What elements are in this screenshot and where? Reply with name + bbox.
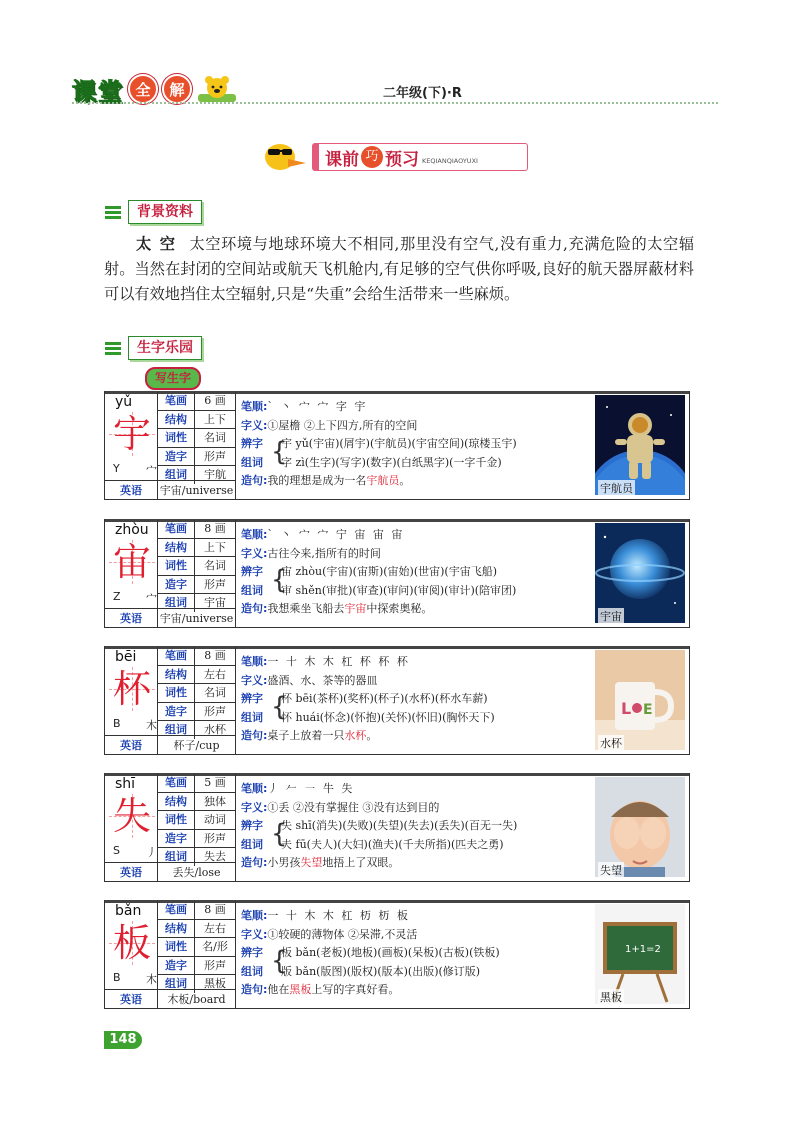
sentence-pre: 桌子上放着一只	[267, 729, 345, 742]
pos-key: 词性	[158, 938, 195, 956]
english-value: 木板/board	[167, 993, 226, 1006]
word-key: 组词	[158, 975, 195, 993]
illustration-caption: 宇宙	[600, 610, 622, 623]
strokes-key: 笔画	[158, 647, 195, 665]
board-text: 1+1=2	[625, 944, 661, 955]
character-pinyin: yǔ	[115, 394, 133, 410]
background-lead: 太空	[136, 235, 184, 253]
meaning-label: 字义:	[241, 418, 268, 432]
radical-row	[113, 590, 157, 606]
header-divider	[72, 102, 718, 104]
strokes-row	[158, 647, 235, 666]
bear-mascot-icon	[196, 74, 238, 104]
distinguish-line-1: 宇 yǔ(宇宙)(屑宇)(宇航员)(宇宙空间)(琼楼玉宇)	[281, 437, 517, 450]
distinguish-line-1: 失 shī(消失)(失败)(失望)(失去)(丢失)(百无一失)	[281, 819, 518, 832]
strokes-value: 8 画	[204, 903, 226, 916]
book-logo	[72, 72, 238, 106]
brace-icon: {	[271, 565, 288, 595]
banner-title-qiao: 巧	[361, 146, 383, 168]
structure-key: 结构	[158, 411, 195, 429]
pos-value: 名词	[204, 431, 226, 445]
english-value: 宇宙/universe	[159, 612, 234, 625]
structure-row	[158, 920, 235, 939]
background-heading	[104, 200, 202, 224]
sentence-pre: 他在	[267, 983, 290, 996]
meaning-label: 字义:	[241, 673, 268, 687]
background-text: 太空环境与地球环境大不相同,那里没有空气,没有重力,充满危险的太空辐射。当然在封闭的空间站或航天飞机舱内,有足够的空气供你呼吸,良好的航天器屏蔽材料可以有效地挡住太空辐射,只是“失重”会给生活带来一些麻烦。	[104, 235, 695, 303]
distinguish-line-2: 审 shěn(审批)(审查)(审问)(审阅)(审计)(陪审团)	[281, 583, 517, 597]
distinguish-block	[241, 435, 593, 472]
character-card	[104, 900, 690, 1009]
banner-accent-bar	[313, 144, 319, 170]
formation-row	[158, 576, 235, 595]
duck-mascot-icon	[258, 139, 308, 173]
english-row	[105, 989, 235, 1009]
sentence-label: 造句:	[241, 856, 268, 869]
stroke-order-label: 笔顺:	[241, 655, 268, 668]
formation-key: 造字	[158, 830, 195, 848]
compose-label: 组词	[241, 455, 263, 469]
banner-title-b: 预习	[385, 149, 419, 170]
strokes-key: 笔画	[158, 520, 195, 538]
meaning-line	[241, 799, 593, 818]
character-info-column	[105, 774, 236, 881]
sentence-line	[241, 981, 593, 1000]
stroke-order-label: 笔顺:	[241, 528, 268, 541]
english-row	[105, 862, 235, 882]
stroke-order-label: 笔顺:	[241, 782, 268, 795]
radical-glyph: 宀	[146, 592, 157, 605]
strokes-value: 5 画	[204, 776, 226, 789]
english-key: 英语	[105, 990, 158, 1009]
svg-text:L: L	[621, 699, 632, 718]
distinguish-block	[241, 817, 593, 854]
compose-label: 组词	[241, 837, 263, 851]
pencil-icon	[104, 340, 124, 356]
word-key: 组词	[158, 594, 195, 612]
radical-row	[113, 844, 157, 860]
meaning-value: 古往今来,指所有的时间	[267, 546, 381, 560]
radical-glyph: 丿	[146, 846, 157, 859]
character-card	[104, 519, 690, 628]
sentence-label: 造句:	[241, 602, 268, 615]
pencil-icon	[104, 204, 124, 220]
word-value: 宇宙	[204, 596, 226, 610]
character-glyph: 宇	[112, 412, 151, 456]
sentence-post: 。	[366, 729, 378, 742]
character-details	[241, 780, 593, 873]
formation-key: 造字	[158, 703, 195, 721]
strokes-row	[158, 520, 235, 539]
strokes-value: 8 画	[204, 522, 226, 535]
character-card	[104, 391, 690, 500]
character-card	[104, 773, 690, 882]
character-details	[241, 653, 593, 746]
stroke-order-label: 笔顺:	[241, 400, 268, 413]
brace-icon: {	[271, 692, 288, 722]
meaning-value: ①屋檐 ②上下四方,所有的空间	[267, 418, 418, 432]
pos-row	[158, 811, 235, 830]
formation-row	[158, 830, 235, 849]
radical-glyph: 木	[146, 719, 157, 732]
illustration-caption: 黑板	[600, 991, 622, 1004]
stroke-order-line	[241, 653, 593, 672]
sentence-post: 中探索奥秘。	[366, 602, 433, 615]
stroke-order-label: 笔顺:	[241, 909, 268, 922]
pos-row	[158, 938, 235, 957]
distinguish-line-2: 夫 fū(夫人)(大妇)(渔夫)(千夫所指)(匹夫之勇)	[281, 837, 504, 851]
structure-key: 结构	[158, 539, 195, 557]
pos-value: 名词	[204, 559, 226, 573]
sentence-post: 上写的字真好看。	[311, 983, 400, 996]
formation-key: 造字	[158, 957, 195, 975]
radical-row	[113, 717, 157, 733]
compose-label: 组词	[241, 964, 263, 978]
distinguish-label: 辨字	[241, 437, 263, 450]
meaning-label: 字义:	[241, 546, 268, 560]
sentence-post: 。	[399, 474, 411, 487]
word-value: 黑板	[204, 977, 226, 991]
distinguish-label: 辨字	[241, 819, 263, 832]
structure-row	[158, 539, 235, 558]
banner-title-a: 课前	[325, 149, 359, 170]
english-key: 英语	[105, 481, 158, 500]
brace-icon: {	[271, 437, 288, 467]
sentence-highlight: 水杯	[344, 729, 367, 742]
meaning-line	[241, 417, 593, 436]
structure-value: 独体	[204, 794, 226, 808]
english-key: 英语	[105, 863, 158, 882]
character-pinyin: shī	[115, 776, 136, 792]
structure-row	[158, 666, 235, 685]
structure-key: 结构	[158, 920, 195, 938]
strokes-row	[158, 392, 235, 411]
distinguish-line-2: 怀 huái(怀念)(怀抱)(关怀)(怀旧)(胸怀天下)	[281, 710, 495, 724]
sentence-line	[241, 727, 593, 746]
sentence-highlight: 黑板	[289, 983, 312, 996]
english-value: 杯子/cup	[173, 739, 220, 752]
structure-key: 结构	[158, 666, 195, 684]
logo-text: 课堂	[72, 72, 124, 107]
meaning-line	[241, 545, 593, 564]
stroke-order-value: ` 丶 宀 宀 字 宇	[267, 400, 368, 413]
stroke-order-value: 一 十 木 木 杠 杯 杯 杯	[267, 655, 410, 668]
logo-circle-2: 解	[162, 74, 192, 104]
banner-box	[312, 143, 528, 171]
garden-heading	[104, 336, 202, 360]
character-details	[241, 526, 593, 619]
radical-row	[113, 971, 157, 987]
radical-glyph: 宀	[146, 464, 157, 477]
formation-value: 形声	[204, 704, 226, 718]
sentence-highlight: 宇宙	[344, 602, 367, 615]
banner-pinyin: KEQIANQIAOYUXI	[422, 157, 478, 165]
grade-label: 二年级(下)·R	[383, 86, 462, 101]
meaning-value: ①丢 ②没有掌握住 ③没有达到目的	[267, 800, 440, 814]
meaning-label: 字义:	[241, 800, 268, 814]
english-row	[105, 735, 235, 755]
sentence-line	[241, 854, 593, 873]
stroke-order-line	[241, 526, 593, 545]
sentence-highlight: 宇航员	[366, 474, 400, 487]
stroke-order-value: ` 丶 宀 宀 宁 宙 宙 宙	[267, 528, 405, 541]
logo-circle-1: 全	[128, 74, 158, 104]
english-value: 宇宙/universe	[159, 484, 234, 497]
meaning-value: ①较硬的薄物体 ②呆滞,不灵活	[267, 927, 418, 941]
distinguish-line-1: 宙 zhòu(宇宙)(宙斯)(宙始)(世宙)(宇宙飞船)	[281, 565, 497, 578]
illustration-caption: 失望	[600, 864, 622, 877]
stroke-order-value: 丿 𠂉 ㇐ 牛 失	[267, 782, 355, 795]
page-number: 148	[104, 1031, 142, 1049]
word-value: 失去	[204, 850, 226, 864]
strokes-key: 笔画	[158, 392, 195, 410]
character-glyph: 失	[112, 794, 151, 838]
brace-icon: {	[271, 819, 288, 849]
structure-key: 结构	[158, 793, 195, 811]
strokes-key: 笔画	[158, 774, 195, 792]
pos-key: 词性	[158, 557, 195, 575]
character-pinyin: zhòu	[115, 522, 149, 538]
structure-row	[158, 411, 235, 430]
distinguish-line-2: 版 bǎn(版图)(版权)(版本)(出版)(修订版)	[281, 964, 481, 978]
pos-row	[158, 557, 235, 576]
sentence-line	[241, 600, 593, 619]
distinguish-line-1: 杯 bēi(茶杯)(奖杯)(杯子)(水杯)(杯水车薪)	[281, 692, 488, 705]
character-properties	[158, 647, 235, 739]
structure-value: 上下	[204, 540, 226, 554]
character-glyph: 板	[112, 921, 151, 965]
distinguish-block	[241, 944, 593, 981]
character-info-column	[105, 901, 236, 1008]
garden-heading-label: 生字乐园	[128, 336, 202, 360]
compose-label: 组词	[241, 710, 263, 724]
meaning-label: 字义:	[241, 927, 268, 941]
radical-row	[113, 462, 157, 478]
background-heading-label: 背景资料	[128, 200, 202, 224]
stroke-order-line	[241, 398, 593, 417]
english-row	[105, 608, 235, 628]
stroke-order-line	[241, 907, 593, 926]
sentence-pre: 我的理想是成为一名	[267, 474, 367, 487]
formation-value: 形声	[204, 958, 226, 972]
word-key: 组词	[158, 721, 195, 739]
sentence-pre: 我想乘坐飞船去	[267, 602, 345, 615]
character-pinyin: bēi	[115, 649, 137, 665]
character-glyph: 宙	[112, 540, 151, 584]
character-info-column	[105, 392, 236, 499]
strokes-row	[158, 774, 235, 793]
character-info-column	[105, 520, 236, 627]
background-paragraph	[104, 232, 694, 307]
compose-label: 组词	[241, 583, 263, 597]
distinguish-line-1: 板 bǎn(老板)(地板)(画板)(呆板)(古板)(铁板)	[281, 946, 500, 959]
english-key: 英语	[105, 609, 158, 628]
character-properties	[158, 520, 235, 612]
sentence-label: 造句:	[241, 983, 268, 996]
radical-letter: B	[113, 971, 121, 984]
distinguish-label: 辨字	[241, 565, 263, 578]
english-row	[105, 480, 235, 500]
pos-key: 词性	[158, 811, 195, 829]
strokes-value: 6 画	[204, 394, 226, 407]
meaning-value: 盛酒、水、茶等的器皿	[267, 673, 378, 687]
character-card	[104, 646, 690, 755]
structure-value: 左右	[204, 667, 226, 681]
character-pinyin: bǎn	[115, 903, 142, 919]
character-details	[241, 398, 593, 491]
write-characters-pill: 写生字	[145, 367, 201, 390]
distinguish-block	[241, 690, 593, 727]
radical-letter: S	[113, 844, 120, 857]
character-glyph: 杯	[112, 667, 151, 711]
pos-key: 词性	[158, 684, 195, 702]
strokes-key: 笔画	[158, 901, 195, 919]
stroke-order-value: 一 十 木 木 杠 杤 杤 板	[267, 909, 410, 922]
english-value: 丢失/lose	[172, 866, 221, 879]
sentence-post: 地捂上了双眼。	[322, 856, 400, 869]
word-value: 水杯	[204, 723, 226, 737]
formation-value: 形声	[204, 577, 226, 591]
distinguish-label: 辨字	[241, 692, 263, 705]
formation-key: 造字	[158, 576, 195, 594]
word-key: 组词	[158, 466, 195, 484]
stroke-order-line	[241, 780, 593, 799]
sentence-line	[241, 472, 593, 491]
radical-letter: Y	[113, 462, 120, 475]
radical-glyph: 木	[146, 973, 157, 986]
character-properties	[158, 392, 235, 484]
illustration-caption: 水杯	[600, 737, 622, 750]
pos-key: 词性	[158, 429, 195, 447]
brace-icon: {	[271, 946, 288, 976]
pos-value: 名词	[204, 686, 226, 700]
radical-letter: B	[113, 717, 121, 730]
illustration-caption: 宇航员	[600, 482, 633, 495]
preview-banner	[254, 137, 530, 175]
word-value: 宇航	[204, 468, 226, 482]
strokes-value: 8 画	[204, 649, 226, 662]
pos-value: 动词	[204, 813, 226, 827]
formation-row	[158, 957, 235, 976]
sentence-pre: 小男孩	[267, 856, 301, 869]
sentence-label: 造句:	[241, 474, 268, 487]
formation-row	[158, 448, 235, 467]
formation-value: 形声	[204, 449, 226, 463]
pos-value: 名/形	[202, 940, 228, 954]
character-details	[241, 907, 593, 1000]
meaning-line	[241, 672, 593, 691]
structure-value: 上下	[204, 412, 226, 426]
meaning-line	[241, 926, 593, 945]
radical-letter: Z	[113, 590, 121, 603]
english-key: 英语	[105, 736, 158, 755]
distinguish-block	[241, 563, 593, 600]
strokes-row	[158, 901, 235, 920]
formation-key: 造字	[158, 448, 195, 466]
word-key: 组词	[158, 848, 195, 866]
sentence-highlight: 失望	[300, 856, 323, 869]
structure-value: 左右	[204, 921, 226, 935]
pos-row	[158, 684, 235, 703]
sentence-label: 造句:	[241, 729, 268, 742]
character-properties	[158, 901, 235, 993]
distinguish-line-2: 字 zì(生字)(写字)(数字)(白纸黑字)(一字千金)	[281, 455, 502, 469]
character-properties	[158, 774, 235, 866]
pos-row	[158, 429, 235, 448]
character-info-column	[105, 647, 236, 754]
formation-row	[158, 703, 235, 722]
formation-value: 形声	[204, 831, 226, 845]
distinguish-label: 辨字	[241, 946, 263, 959]
svg-text:E: E	[643, 702, 653, 718]
structure-row	[158, 793, 235, 812]
